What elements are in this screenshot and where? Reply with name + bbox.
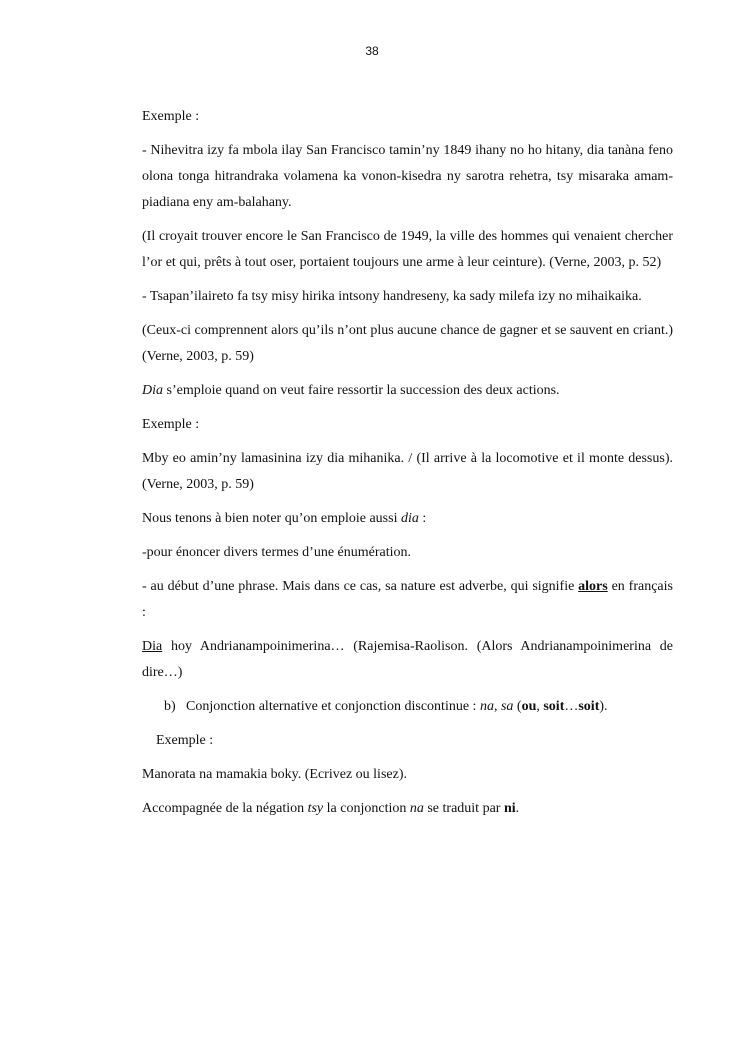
dia-underlined: Dia (142, 639, 163, 654)
negation-mid: la conjonction (323, 801, 410, 816)
dia-usage-text: s’emploie quand on veut faire ressortir la succession des deux actions. (163, 383, 560, 398)
dia-term: Dia (142, 383, 163, 398)
na-term-2: na (409, 801, 424, 816)
list-item-b (142, 694, 673, 720)
andrianampoinimerina-text: hoy Andrianampoinimerina… (Rajemisa-Raolison. (Alors Andrianampoinimerina de dire…) (142, 639, 673, 680)
negation-text: Accompagnée de la négation (142, 801, 308, 816)
paragraph-example-label: Exemple : (142, 109, 200, 124)
list-marker: b) (164, 699, 176, 714)
dia-note-term: dia (400, 511, 419, 526)
alors-term: alors (578, 579, 608, 594)
page-number: 38 (365, 44, 379, 58)
soit-term-1: soit (543, 699, 565, 714)
paragraph-french-translation-2: (Ceux-ci comprennent alors qu’ils n’ont plus aucune chance de gagner et se sauvent en criant.) (Verne, 2003, p. 59) (142, 323, 673, 364)
adverb-end: en français : (142, 579, 673, 620)
paragraph-negation (142, 796, 673, 822)
paragraph-dia-usage (142, 378, 673, 404)
paragraph-enumeration: -pour énoncer divers termes d’une énumération. (142, 545, 412, 560)
paragraph-example-label-2: Exemple : (142, 417, 200, 432)
soit-term-2: soit (578, 699, 600, 714)
close-paren: ). (599, 699, 608, 714)
paragraph-locomotive-example: Mby eo amin’ny lamasinina izy dia mihanika. / (Il arrive à la locomotive et il monte dessus). (Verne, 2003, p. 59) (142, 451, 673, 492)
paragraph-malagasy-example-2: - Tsapan’ilaireto fa tsy misy hirika intsony handreseny, ka sady milefa izy no mihaikaika. (142, 289, 642, 304)
document-body (142, 104, 673, 830)
negation-end: . (515, 801, 520, 816)
conjunction-heading-text: Conjonction alternative et conjonction discontinue : (186, 699, 480, 714)
negation-mid-2: se traduit par (423, 801, 504, 816)
paragraph-adverb-usage (142, 574, 673, 626)
ellipsis: … (564, 699, 579, 714)
open-paren: ( (513, 699, 522, 714)
paragraph-malagasy-example-1: - Nihevitra izy fa mbola ilay San Francisco tamin’ny 1849 ihany no ho hitany, dia tanàna feno olona tonga hitrandraka volamena ka vonon-kisedra ny sarotra rehetra, tsy misaraka amam-piadiana eny am-balahany. (142, 143, 673, 210)
sa-term: sa (500, 699, 514, 714)
paragraph-dia-note (142, 506, 673, 532)
paragraph-manorata-example: Manorata na mamakia boky. (Ecrivez ou lisez). (142, 767, 407, 782)
dia-note-end: : (418, 511, 427, 526)
ni-term: ni (503, 801, 516, 816)
adverb-text: - au début d’une phrase. Mais dans ce cas, sa nature est adverbe, qui signifie (142, 579, 579, 594)
tsy-term: tsy (307, 801, 324, 816)
paragraph-example-label-3: Exemple : (156, 733, 214, 748)
paragraph-andrianampoinimerina (142, 634, 673, 686)
na-term: na (479, 699, 494, 714)
comma: , (493, 699, 501, 714)
paragraph-french-translation-1: (Il croyait trouver encore le San Francisco de 1949, la ville des hommes qui venaient chercher l’or et qui, prêts à tout oser, portaient toujours une arme à leur ceinture). (Verne, 2003, p. 52) (142, 229, 673, 270)
dia-note-text: Nous tenons à bien noter qu’on emploie aussi (142, 511, 401, 526)
ou-term: ou (521, 699, 537, 714)
comma-2: , (536, 699, 544, 714)
